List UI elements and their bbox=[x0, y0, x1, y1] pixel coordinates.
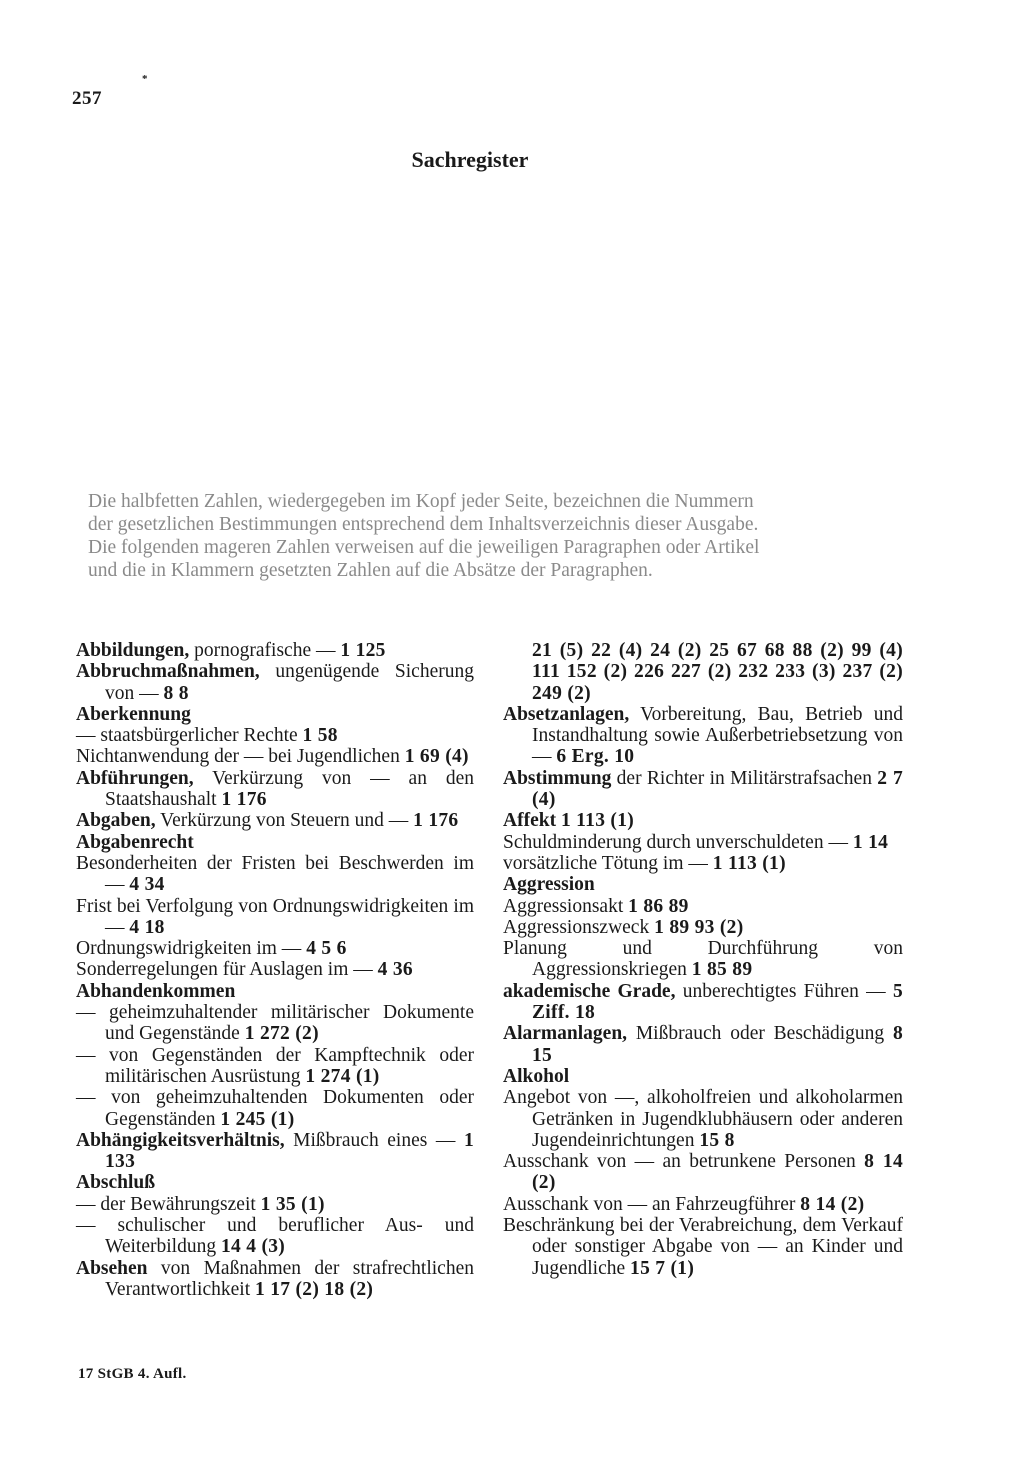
index-text: Verkürzung von — an den Staatshaushalt bbox=[105, 767, 474, 811]
index-reference: 1 113 (1) bbox=[712, 852, 786, 874]
index-text: Besonderheiten der Fristen bei Beschwerden im — bbox=[76, 852, 474, 896]
index-text: Sonderregelungen für Auslagen im — bbox=[76, 959, 378, 981]
index-reference: 14 4 (3) bbox=[220, 1236, 286, 1258]
index-reference: 8 8 bbox=[163, 682, 189, 704]
index-text: Ausschank von — an Fahrzeugführer bbox=[503, 1193, 801, 1215]
intro-line: und die in Klammern gesetzten Zahlen auf die Absätze der Paragraphen. bbox=[88, 560, 653, 581]
index-lemma: Aberkennung bbox=[76, 703, 191, 725]
index-text: Ordnungswidrigkeiten im — bbox=[76, 938, 307, 960]
index-lemma: Absetzanlagen, bbox=[503, 703, 630, 725]
index-lemma: Abhängigkeitsverhältnis, bbox=[76, 1129, 285, 1151]
index-entry bbox=[503, 1194, 903, 1215]
index-entry bbox=[503, 640, 903, 704]
index-entry bbox=[76, 704, 474, 725]
index-entry bbox=[503, 1151, 903, 1194]
index-column-left bbox=[76, 640, 474, 1300]
index-text: von Maßnahmen der strafrechtlichen Verantwortlichkeit bbox=[105, 1257, 474, 1300]
index-text: Schuldminderung durch unverschuldeten — bbox=[503, 831, 853, 853]
index-entry bbox=[76, 725, 474, 746]
index-text: Beschränkung bei der Verabreichung, dem Verkauf oder sonstiger Abgabe von — an Kinder und Jugendliche bbox=[503, 1215, 903, 1279]
index-reference: 1 89 93 (2) bbox=[654, 916, 744, 938]
index-reference: 4 36 bbox=[377, 959, 413, 981]
index-reference: 1 176 bbox=[413, 810, 459, 832]
index-text: pornografische — bbox=[189, 640, 341, 661]
index-text: Frist bei Verfolgung von Ordnungswidrigkeiten im — bbox=[76, 895, 474, 938]
index-reference: 8 14 (2) bbox=[532, 1151, 903, 1194]
index-entry bbox=[76, 832, 474, 853]
page-title: Sachregister bbox=[411, 147, 529, 172]
index-text: Ausschank von — an betrunkene Personen bbox=[503, 1151, 865, 1173]
index-text: Vorbereitung, Bau, Betrieb und Instandhaltung sowie Außerbetriebsetzung von — bbox=[532, 703, 903, 768]
index-text: Angebot von —, alkoholfreien und alkoholarmen Getränken in Jugendklubhäusern oder anderen Jugendeinrichtungen bbox=[503, 1087, 903, 1151]
index-entry bbox=[76, 1130, 474, 1173]
index-entry bbox=[76, 896, 474, 939]
index-entry bbox=[76, 1194, 474, 1215]
index-reference: 1 17 (2) 18 (2) bbox=[255, 1278, 374, 1300]
index-lemma: Abbruchmaßnahmen, bbox=[76, 661, 260, 683]
index-entry bbox=[503, 896, 903, 917]
index-entry bbox=[503, 1066, 903, 1087]
index-entry bbox=[503, 874, 903, 895]
index-entry bbox=[76, 938, 474, 959]
index-entry bbox=[503, 1215, 903, 1279]
index-entry bbox=[76, 1087, 474, 1130]
index-entry bbox=[503, 1087, 903, 1151]
index-entry bbox=[503, 768, 903, 811]
index-entry bbox=[76, 768, 474, 811]
index-reference: 15 7 (1) bbox=[630, 1257, 695, 1279]
index-entry bbox=[503, 981, 903, 1024]
index-entry bbox=[503, 810, 903, 831]
index-lemma: Abhandenkommen bbox=[76, 980, 236, 1002]
index-reference: 4 5 6 bbox=[306, 938, 347, 960]
index-text: Planung und Durchführung von Aggressionskriegen bbox=[503, 938, 903, 981]
index-lemma: Abschluß bbox=[76, 1172, 156, 1194]
index-reference: 4 18 bbox=[129, 916, 165, 938]
index-entry bbox=[503, 704, 903, 768]
index-text: — von Gegenständen der Kampftechnik oder militärischen Ausrüstung bbox=[76, 1044, 474, 1087]
index-text: Aggressionszweck bbox=[503, 916, 655, 938]
index-text: ungenügende Sicherung von — bbox=[105, 661, 474, 704]
index-reference: 2 7 (4) bbox=[532, 767, 903, 811]
index-reference: 8 14 (2) bbox=[800, 1193, 865, 1215]
index-reference: 1 133 bbox=[105, 1129, 474, 1173]
index-lemma: Abführungen, bbox=[76, 767, 194, 789]
index-lemma: Abgabenrecht bbox=[76, 831, 194, 853]
index-lemma: Abbildungen, bbox=[76, 640, 190, 661]
index-reference: 1 14 bbox=[852, 831, 889, 853]
page-number: 257 bbox=[72, 88, 102, 109]
index-text: der Richter in Militärstrafsachen bbox=[611, 767, 878, 789]
index-lemma: Absehen bbox=[76, 1257, 148, 1279]
index-entry bbox=[76, 959, 474, 980]
index-entry bbox=[76, 1002, 474, 1045]
index-reference: 6 Erg. 10 bbox=[556, 746, 635, 768]
index-lemma: akademische Grade, bbox=[503, 980, 676, 1002]
index-text: — staatsbürgerlicher Rechte bbox=[76, 725, 303, 747]
index-reference: 1 125 bbox=[340, 640, 386, 661]
index-reference: 1 69 (4) bbox=[404, 746, 469, 768]
index-entry bbox=[76, 640, 474, 661]
intro-paragraph bbox=[88, 490, 888, 582]
index-entry bbox=[503, 917, 903, 938]
index-reference: 1 85 89 bbox=[691, 959, 753, 981]
index-text: Mißbrauch oder Beschädigung bbox=[627, 1023, 893, 1045]
index-text: Nichtanwendung der — bei Jugendlichen bbox=[76, 746, 405, 768]
index-reference: 1 272 (2) bbox=[244, 1023, 319, 1045]
index-entry bbox=[76, 1258, 474, 1301]
footer-signature: 17 StGB 4. Aufl. bbox=[78, 1366, 187, 1382]
index-reference: 1 35 (1) bbox=[260, 1193, 325, 1215]
index-lemma: Alarmanlagen, bbox=[503, 1023, 628, 1045]
intro-line: Die folgenden mageren Zahlen verweisen auf die jeweiligen Paragraphen oder Artikel bbox=[88, 537, 760, 558]
index-entry bbox=[503, 1023, 903, 1066]
index-reference: 1 58 bbox=[302, 725, 338, 747]
index-column-right bbox=[503, 640, 903, 1279]
index-entry bbox=[503, 832, 903, 853]
index-text: Verkürzung von Steuern und — bbox=[155, 810, 414, 832]
index-lemma: Abstimmung bbox=[503, 767, 612, 789]
index-reference: 21 (5) 22 (4) 24 (2) 25 67 68 88 (2) 99 (4) 111 152 (2) 226 227 (2) 232 233 (3) 237 (2) 249 (2) bbox=[532, 640, 903, 704]
index-entry bbox=[503, 853, 903, 874]
intro-line: der gesetzlichen Bestimmungen entsprechend dem Inhaltsverzeichnis dieser Ausgabe. bbox=[88, 514, 759, 535]
index-text: — von geheimzuhaltenden Dokumenten oder Gegenständen bbox=[76, 1087, 474, 1130]
index-reference: 1 113 (1) bbox=[560, 810, 635, 832]
index-text: vorsätzliche Tötung im — bbox=[503, 852, 713, 874]
index-text: unberechtigtes Führen — bbox=[675, 980, 893, 1002]
index-entry bbox=[76, 1215, 474, 1258]
index-entry bbox=[76, 853, 474, 896]
index-entry bbox=[76, 661, 474, 704]
index-entry bbox=[76, 981, 474, 1002]
index-reference: 1 274 (1) bbox=[305, 1065, 380, 1087]
index-reference: 5 Ziff. 18 bbox=[532, 980, 904, 1024]
index-entry bbox=[503, 938, 903, 981]
index-lemma: Abgaben, bbox=[76, 810, 156, 832]
index-lemma: Affekt bbox=[503, 810, 557, 832]
index-entry bbox=[76, 746, 474, 767]
index-reference: 1 176 bbox=[221, 789, 267, 811]
index-reference: 15 8 bbox=[699, 1129, 735, 1151]
index-text: Aggressionsakt bbox=[503, 895, 629, 917]
index-entry bbox=[76, 810, 474, 831]
index-text: Mißbrauch eines — bbox=[284, 1129, 464, 1151]
index-reference: 8 15 bbox=[532, 1023, 903, 1066]
index-entry bbox=[76, 1172, 474, 1193]
index-lemma: Aggression bbox=[503, 874, 595, 896]
index-text: — geheimzuhaltender militärischer Dokumente und Gegenstände bbox=[76, 1002, 474, 1045]
index-reference: 4 34 bbox=[129, 874, 165, 896]
intro-line: Die halbfetten Zahlen, wiedergegeben im Kopf jeder Seite, bezeichnen die Nummern bbox=[88, 491, 754, 512]
index-text: — der Bewährungszeit bbox=[76, 1193, 261, 1215]
index-entry bbox=[76, 1045, 474, 1088]
index-reference: 1 245 (1) bbox=[220, 1108, 295, 1130]
index-text: — schulischer und beruflicher Aus- und Weiterbildung bbox=[76, 1215, 474, 1258]
index-lemma: Alkohol bbox=[503, 1065, 570, 1087]
print-speck: * bbox=[142, 73, 148, 85]
index-reference: 1 86 89 bbox=[628, 895, 689, 917]
